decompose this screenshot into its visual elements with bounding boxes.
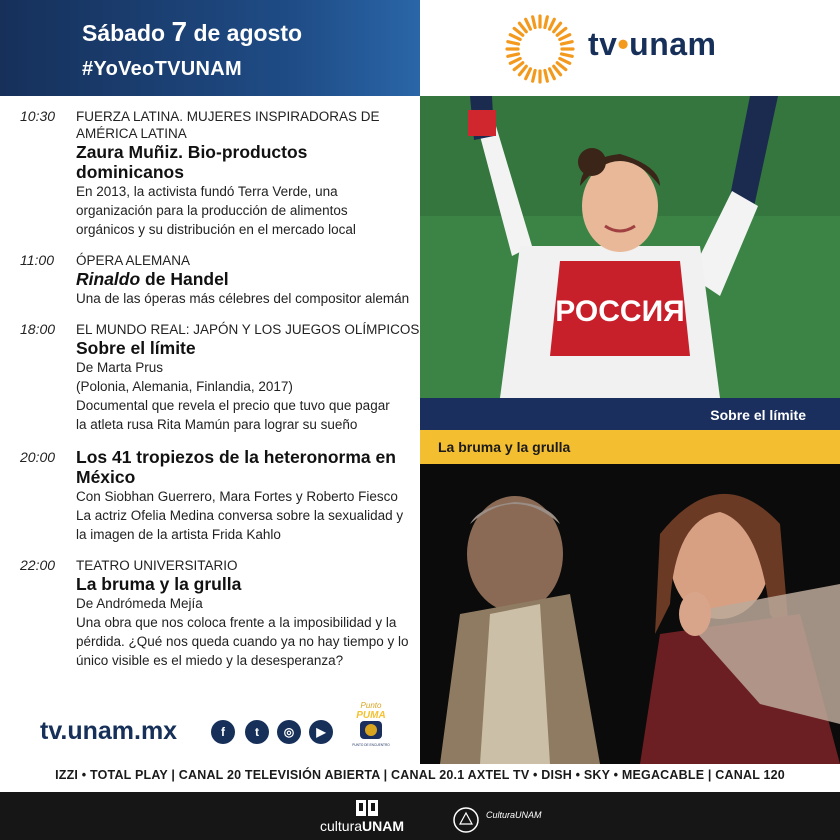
- cultura-secundario-logo: CulturaUNAM: [486, 810, 542, 820]
- channel-listing: IZZI • TOTAL PLAY | CANAL 20 TELEVISIÓN ABIERTA | CANAL 20.1 AXTEL TV • DISH • SKY • MEGACABLE | CANAL 120: [55, 768, 785, 782]
- sun-ray: [508, 54, 519, 56]
- wordmark-unam: unam: [629, 26, 717, 62]
- entry-title: Zaura Muñiz. Bio-productos dominicanos: [76, 142, 308, 182]
- entry-desc-line: Una de las óperas más célebres del compositor alemán: [76, 291, 410, 306]
- entry-time: 11:00: [20, 252, 54, 268]
- sun-ray: [514, 63, 523, 70]
- wordmark-dot: •: [617, 26, 630, 62]
- cultura-unam-text: UNAM: [362, 818, 405, 834]
- schedule-entry-3: [0, 321, 420, 434]
- entry-title-italic: Rinaldo: [76, 269, 141, 289]
- gymnast-illustration: [420, 96, 840, 398]
- cultura-unam-wordmark[interactable]: [320, 818, 404, 834]
- entry-title: Los 41 tropiezos de la heteronorma en México: [76, 447, 396, 487]
- schedule-list: [0, 108, 420, 683]
- sun-ray: [550, 69, 555, 79]
- tvunam-sun-logo-icon: [505, 14, 575, 84]
- cultura-unam-icon: [354, 798, 380, 818]
- date-day: Sábado: [82, 20, 166, 46]
- youtube-icon[interactable]: ▶: [309, 720, 333, 744]
- puma-logo-line1: Punto: [360, 701, 382, 710]
- entry-desc-line: De Andrómeda Mejía: [76, 596, 203, 611]
- sun-ray: [533, 17, 535, 28]
- sun-ray: [545, 17, 547, 28]
- sun-ray: [550, 19, 555, 29]
- twitter-icon[interactable]: t: [245, 720, 269, 744]
- schedule-entry-4: [0, 447, 420, 544]
- website-link[interactable]: tv.unam.mx: [40, 717, 178, 745]
- sun-ray: [560, 35, 570, 40]
- schedule-entry-2: [0, 252, 420, 308]
- entry-title-rest: de Handel: [140, 269, 229, 289]
- entry-title: [76, 269, 420, 289]
- sun-ray: [560, 59, 570, 64]
- sun-ray: [554, 66, 561, 75]
- jersey-text: РОССИЯ: [555, 295, 685, 328]
- date-day-number: 7: [171, 16, 188, 47]
- sun-ray: [545, 70, 547, 81]
- entry-desc-line: pérdida. ¿Qué nos queda cuando ya no hay tiempo y lo: [76, 634, 409, 649]
- sun-ray: [526, 19, 531, 29]
- punto-puma-logo-icon: [352, 700, 390, 748]
- puma-logo-line2: PUMA: [356, 710, 386, 721]
- entry-desc-line: Documental que revela el precio que tuvo que pagar: [76, 398, 390, 413]
- entry-category: FUERZA LATINA. MUJERES INSPIRADORAS DE AMÉRICA LATINA: [76, 109, 380, 141]
- sun-ray: [519, 66, 526, 75]
- sun-ray: [510, 59, 520, 64]
- sun-ray: [533, 70, 535, 81]
- entry-time: 18:00: [20, 321, 56, 337]
- entry-desc-line: organización para la producción de alimentos: [76, 203, 348, 218]
- puma-logo-line3: PUNTO DE ENCUENTRO: [352, 743, 390, 747]
- hashtag[interactable]: #YoVeoTVUNAM: [82, 58, 242, 80]
- entry-category: EL MUNDO REAL: JAPÓN Y LOS JUEGOS OLÍMPICOS: [76, 322, 420, 337]
- sun-ray: [561, 42, 572, 44]
- entry-desc-line: La actriz Ofelia Medina conversa sobre la sexualidad y: [76, 508, 404, 523]
- sun-ray: [510, 35, 520, 40]
- entry-desc-line: único visible es el miedo y la desesperanza?: [76, 653, 344, 668]
- photo-la-bruma-y-la-grulla: [420, 464, 840, 764]
- caption-bar-sobre-el-limite: Sobre el límite: [420, 398, 840, 430]
- unam-seal-icon: [452, 806, 480, 834]
- entry-time: 22:00: [20, 557, 56, 573]
- entry-time: 10:30: [20, 108, 56, 124]
- wordmark-tv: tv: [588, 26, 618, 62]
- entry-title: La bruma y la grulla: [76, 574, 242, 594]
- footer-bar: [0, 792, 840, 840]
- entry-desc-line: En 2013, la activista fundó Terra Verde, una: [76, 184, 338, 199]
- date-month: de agosto: [193, 20, 303, 46]
- date-heading: [82, 16, 302, 48]
- sun-ray: [554, 23, 561, 32]
- sun-ray: [557, 63, 566, 70]
- entry-desc-line: la imagen de la artista Frida Kahlo: [76, 527, 281, 542]
- tvunam-wordmark[interactable]: [588, 26, 717, 63]
- theatre-illustration: [420, 464, 840, 764]
- entry-desc-line: Una obra que nos coloca frente a la imposibilidad y la: [76, 615, 397, 630]
- entry-title: Sobre el límite: [76, 338, 196, 358]
- entry-category: TEATRO UNIVERSITARIO: [76, 558, 238, 573]
- sun-ray: [514, 28, 523, 35]
- entry-time: 20:00: [20, 449, 56, 465]
- sun-ray: [519, 23, 526, 32]
- header-banner: [0, 0, 420, 96]
- instagram-icon[interactable]: ◎: [277, 720, 301, 744]
- sun-ray: [508, 42, 519, 44]
- cultura-text: cultura: [320, 818, 363, 834]
- entry-desc-line: la atleta rusa Rita Mamún para lograr su sueño: [76, 417, 358, 432]
- schedule-entry-1: [0, 108, 420, 239]
- caption-bar-la-bruma: La bruma y la grulla: [420, 430, 840, 464]
- entry-desc-line: De Marta Prus: [76, 360, 164, 375]
- sun-ray: [561, 54, 572, 56]
- facebook-icon[interactable]: f: [211, 720, 235, 744]
- entry-category: ÓPERA ALEMANA: [76, 253, 191, 268]
- entry-desc-line: orgánicos y su distribución en el mercado local: [76, 222, 356, 237]
- entry-desc-line: (Polonia, Alemania, Finlandia, 2017): [76, 379, 293, 394]
- entry-desc-line: Con Siobhan Guerrero, Mara Fortes y Roberto Fiesco: [76, 489, 398, 504]
- sun-ray: [557, 28, 566, 35]
- sun-ray: [526, 69, 531, 79]
- photo-sobre-el-limite: [420, 96, 840, 398]
- schedule-entry-5: [0, 557, 420, 670]
